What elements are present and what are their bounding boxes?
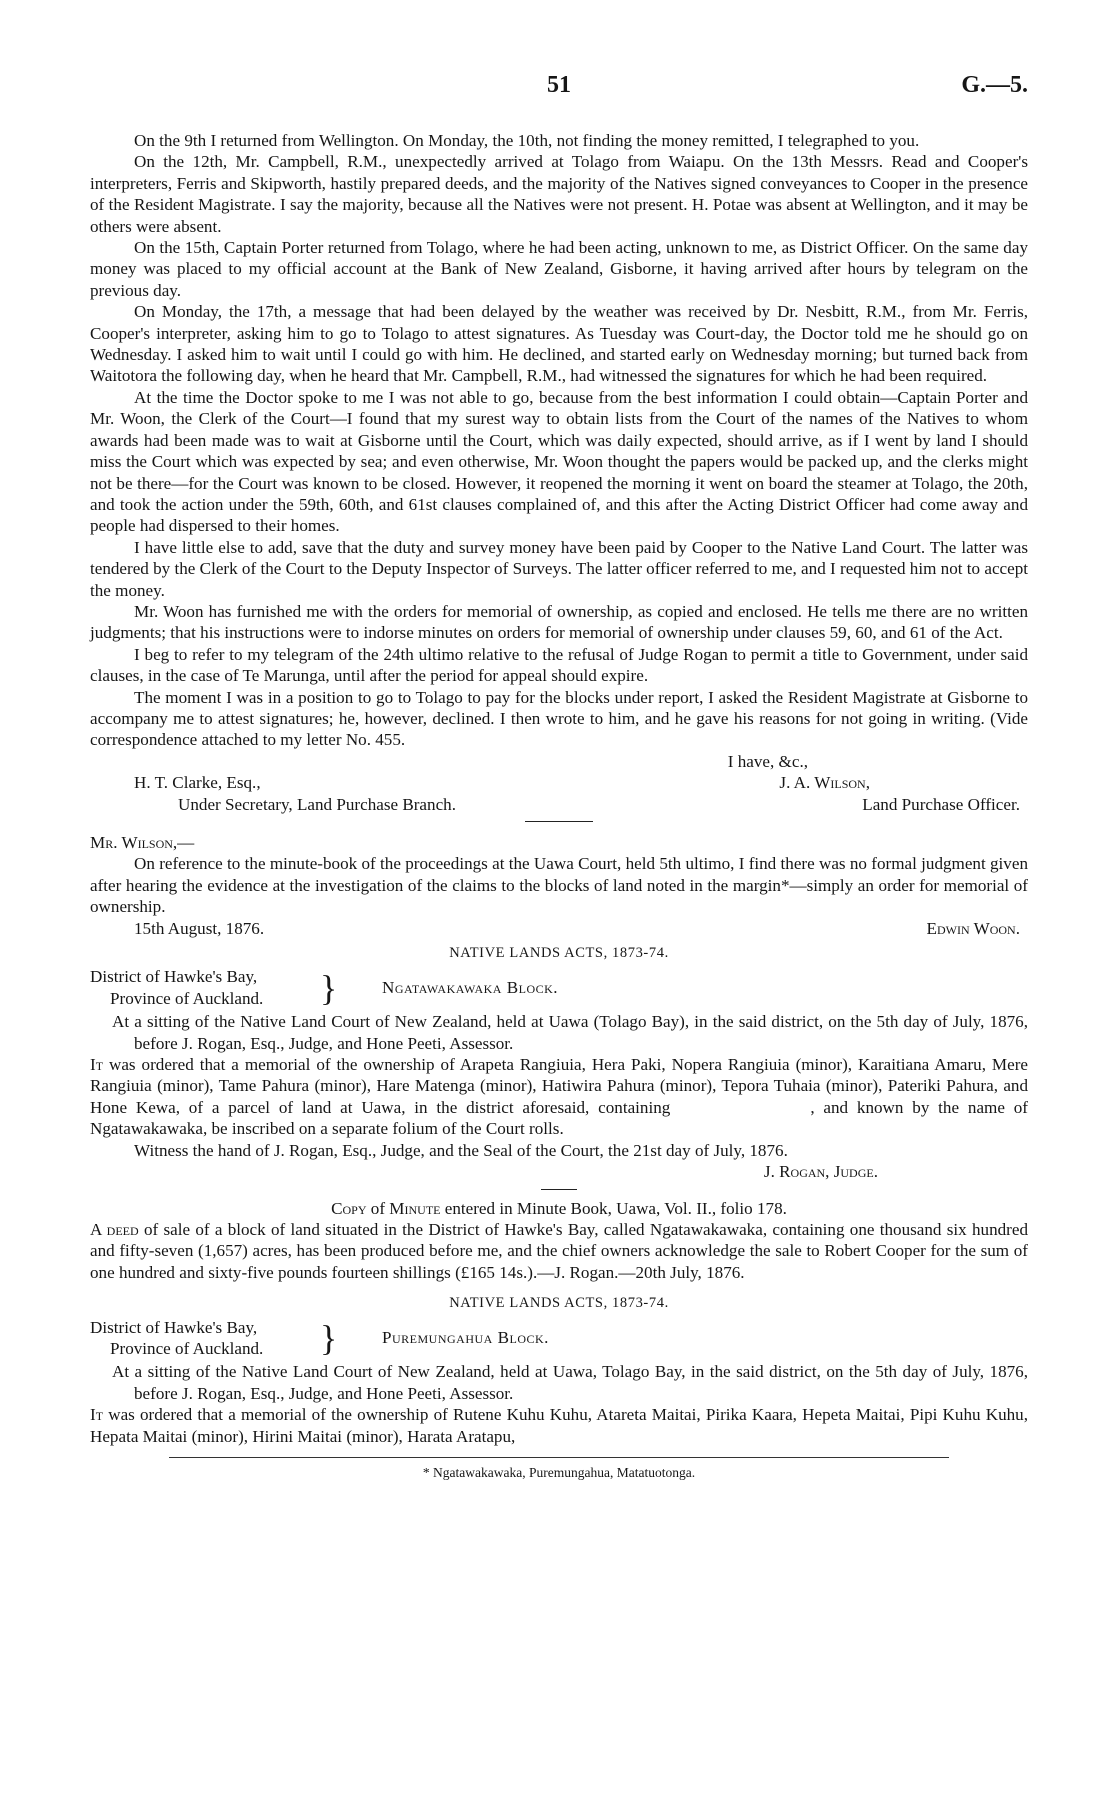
order-paragraph (90, 1054, 1028, 1140)
district-heading (90, 966, 1028, 1009)
minute-paragraph (90, 1219, 1028, 1283)
letter-closing-row (90, 751, 1028, 772)
letter-paragraph: I beg to refer to my telegram of the 24th ultimo relative to the refusal of Judge Rogan to permit a title to Government, under said clauses, in the case of Te Marunga, until after the period for appeal should expire. (90, 644, 1028, 686)
document-page (90, 0, 1028, 1805)
footnote: * Ngatawakawaka, Puremungahua, Matatuotonga. (422, 1464, 696, 1480)
section-divider (541, 1189, 577, 1190)
page-number: 51 (547, 72, 571, 98)
district-heading (90, 1317, 1028, 1360)
act-title: NATIVE LANDS ACTS, 1873-74. (449, 945, 669, 962)
page-body (90, 130, 1028, 1483)
sitting-paragraph: At a sitting of the Native Land Court of New Zealand, held at Uawa, Tolago Bay, in the said district, on the 5th day of July, 1876, before J. Rogan, Esq., Judge, and Hone Peeti, Assessor. (112, 1362, 1028, 1403)
memo-salutation: Mr. Wilson,— (90, 833, 195, 852)
order-signature: J. Rogan, Judge. (763, 1162, 878, 1182)
memo-signature-row (90, 918, 1028, 939)
order-lead: It (90, 1055, 104, 1075)
witness-paragraph: Witness the hand of J. Rogan, Esq., Judge, and the Seal of the Court, the 21st day of July, 1876. (134, 1140, 788, 1160)
signer-title: Land Purchase Officer. (862, 794, 1020, 814)
letter-paragraph: Mr. Woon has furnished me with the orders for memorial of ownership, as copied and enclosed. He tells me there are no written judgments; that his instructions were to indorse minutes on orders for memorial of ownership under clauses 59, 60, and 61 of the Act. (90, 601, 1028, 643)
minute-lead: A deed (90, 1219, 139, 1239)
district-line: District of Hawke's Bay, (90, 1317, 258, 1337)
block-name: Ngatawakawaka Block. (382, 978, 559, 998)
footnote-divider (169, 1457, 949, 1458)
order-text: was ordered that a memorial of the ownership of Arapeta Rangiuia, Hera Paki, Nopera Rangiuia (minor), Karaitiana Amaru, Mere Rangiuia (minor), Tame Pahura (minor), Hare Matenga (minor), Hatiwira Pahura (minor), Tepora Tuhaia (minor), Pateriki Pahura, and Hone Kewa, of a parcel of land at Uawa, in the district aforesaid, containing (90, 1055, 1028, 1117)
addressee-name: H. T. Clarke, Esq., (134, 773, 261, 793)
letter-paragraph: At the time the Doctor spoke to me I was not able to go, because from the best information I could obtain—Captain Porter and Mr. Woon, the Clerk of the Court—I found that my surest way to obtain lists from the Court of the names of the Natives to whom awards had been made was to wait at Gisborne until the Court, which was daily expected, should arrive, as if I went by land I should miss the Court which was expected by sea; and even otherwise, Mr. Woon thought the papers would be packed up, and the clerks might not be there—for the Court was known to be closed. However, it reopened the morning it went on board the steamer at Tolago, the 20th, and took the action under the 59th, 60th, and 61st clauses complained of, and this after the Acting District Officer had come away and people had dispersed to their homes. (90, 387, 1028, 536)
letter-signature-row (90, 772, 1028, 793)
sitting-paragraph: At a sitting of the Native Land Court of New Zealand, held at Uawa (Tolago Bay), in the said district, on the 5th day of July, 1876, before J. Rogan, Esq., Judge, and Hone Peeti, Assessor. (112, 1012, 1028, 1053)
letter-paragraph: I have little else to add, save that the duty and survey money have been paid by Cooper to the Native Land Court. The latter was tendered by the Clerk of the Court to the Deputy Inspector of Surveys. The latter officer referred to me, and I requested him not to accept the money. (90, 537, 1028, 600)
order-lead: It (90, 1405, 104, 1425)
district-line: District of Hawke's Bay, (90, 967, 258, 987)
order-text: , and known by the name of Ngatawakawaka, be inscribed on a separate folium of the Court rolls. (90, 1097, 1028, 1139)
minute-title-part: Minute (389, 1198, 441, 1218)
brace-glyph: } (320, 967, 338, 1008)
brace-glyph: } (320, 1317, 338, 1358)
section-divider (525, 821, 593, 822)
minute-title-part: Copy (331, 1198, 367, 1218)
addressee-title: Under Secretary, Land Purchase Branch. (178, 794, 456, 814)
order-text: was ordered that a memorial of the ownership of Rutene Kuhu Kuhu, Atareta Maitai, Pirika Kaara, Hepeta Maitai, Pipi Kuhu Kuhu, Hepata Maitai (minor), Hirini Maitai (minor), Harata Aratapu, (90, 1405, 1028, 1446)
letter-title-row (90, 794, 1028, 815)
minute-title-part: of (366, 1198, 390, 1218)
page-header (90, 72, 1028, 102)
order-paragraph (90, 1404, 1028, 1447)
letter-paragraph: The moment I was in a position to go to Tolago to pay for the blocks under report, I asked the Resident Magistrate at Gisborne to accompany me to attest signatures; he, however, declined. I then wrote to him, and he gave his reasons for not going in writing. (Vide correspondence attached to my letter No. 455. (90, 687, 1028, 750)
memo-body: On reference to the minute-book of the proceedings at the Uawa Court, held 5th ultimo, I find there was no formal judgment given after hearing the evidence at the investigation of the claims to the blocks of land noted in the margin*—simply an order for memorial of ownership. (90, 854, 1028, 917)
letter-closing: I have, &c., (727, 751, 808, 771)
memo-date: 15th August, 1876. (134, 918, 265, 938)
block-name: Puremungahua Block. (382, 1328, 549, 1348)
document-reference: G.—5. (961, 72, 1028, 98)
act-title: NATIVE LANDS ACTS, 1873-74. (449, 1295, 669, 1312)
minute-text: of sale of a block of land situated in the District of Hawke's Bay, called Ngatawakawaka, containing one thousand six hundred and fifty-seven (1,657) acres, has been produced before me, and the chief owners acknowledge the sale to Robert Cooper for the sum of one hundred and sixty-five pounds fourteen shillings (£165 14s.).—J. Rogan.—20th July, 1876. (90, 1219, 1028, 1282)
signer-name: J. A. Wilson, (779, 773, 870, 793)
province-line: Province of Auckland. (110, 988, 264, 1008)
letter-paragraph: On the 9th I returned from Wellington. On Monday, the 10th, not finding the money remitted, I telegraphed to you. (134, 131, 920, 150)
minute-title-part: entered in Minute Book, Uawa, Vol. II., folio 178. (440, 1198, 787, 1218)
letter-paragraph: On Monday, the 17th, a message that had been delayed by the weather was received by Dr. Nesbitt, R.M., from Mr. Ferris, Cooper's interpreter, asking him to go to Tolago to attest signatures. As Tuesday was Court-day, the Doctor told me he should go on Wednesday. I asked him to wait until I could go with him. He declined, and started early on Wednesday morning; but turned back from Waitotora the following day, when he heard that Mr. Campbell, R.M., had witnessed the signatures for which he had been required. (90, 302, 1028, 386)
memo-signer: Edwin Woon. (926, 918, 1020, 938)
province-line: Province of Auckland. (110, 1338, 264, 1358)
minute-title (90, 1198, 1028, 1219)
letter-paragraph: On the 15th, Captain Porter returned from Tolago, where he had been acting, unknown to me, as District Officer. On the same day money was placed to my official account at the Bank of New Zealand, Gisborne, it having arrived after hours by telegram on the previous day. (90, 238, 1028, 300)
letter-paragraph: On the 12th, Mr. Campbell, R.M., unexpectedly arrived at Tolago from Waiapu. On the 13th Messrs. Read and Cooper's interpreters, Ferris and Skipworth, hastily prepared deeds, and the majority of the Natives signed conveyances to Cooper in the presence of the Resident Magistrate. I say the majority, because all the Natives were not present. H. Potae was absent at Wellington, and it may be others were absent. (90, 152, 1028, 236)
